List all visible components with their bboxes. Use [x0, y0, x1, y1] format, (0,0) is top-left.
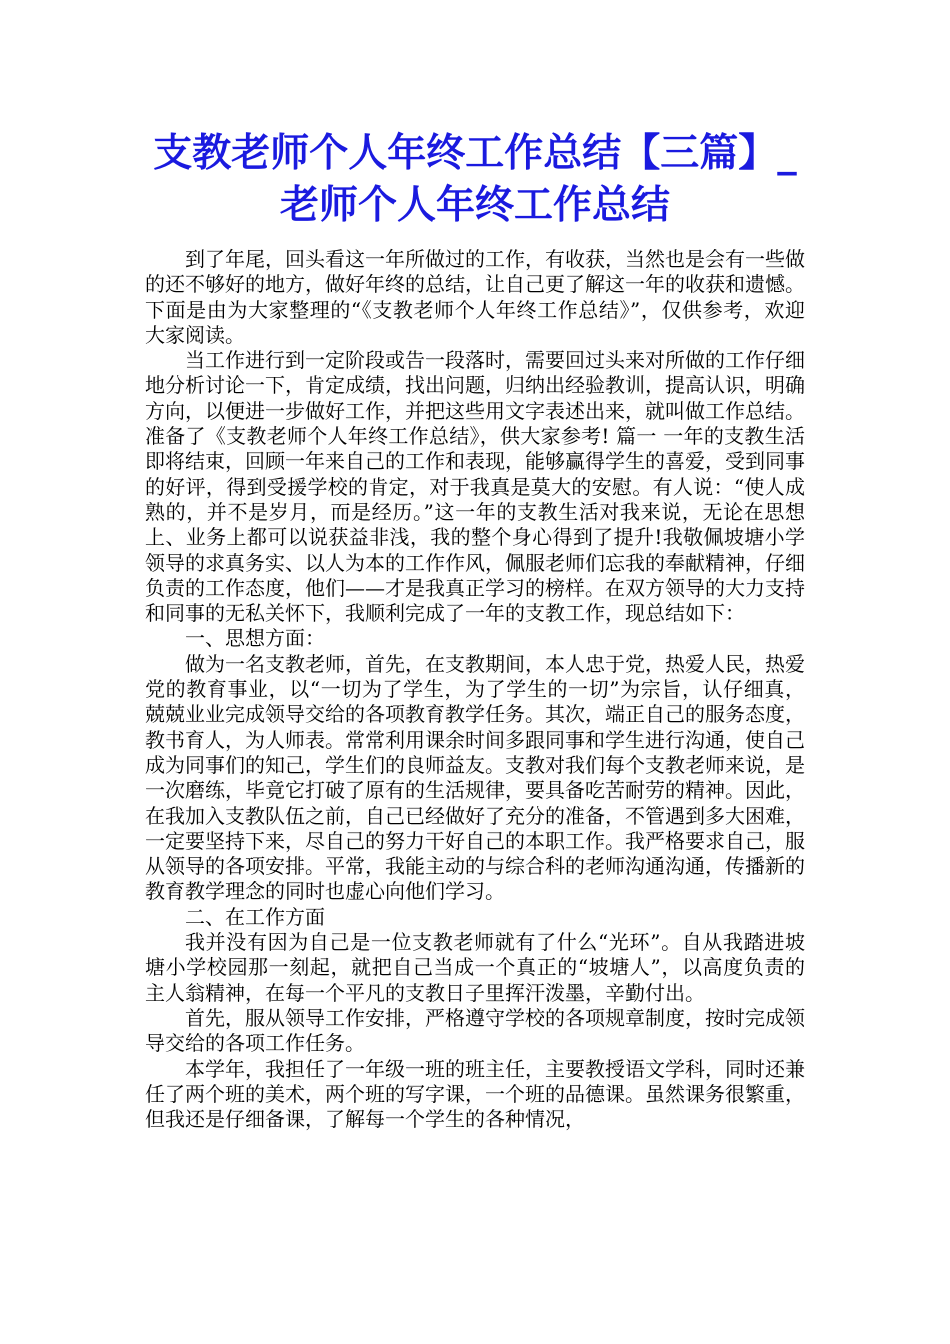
document-body	[145, 247, 805, 1327]
paragraph-work-3: 本学年，我担任了一年级一班的班主任，主要教授语文学科，同时还兼任了两个班的美术，两个班的写字课，一个班的品德课。虽然课务很繁重，但我还是仔细备课，了解每一个学生的各种情况，	[145, 1056, 805, 1132]
paragraph-thought: 做为一名支教老师，首先，在支教期间，本人忠于党，热爱人民，热爱党的教育事业，以“一切为了学生，为了学生的一切”为宗旨，认仔细真，兢兢业业完成领导交给的各项教育教学任务。其次，端正自己的服务态度，教书育人，为人师表。常常利用课余时间多跟同事和学生进行沟通，使自己成为同事们的知己，学生们的良师益友。支教对我们每个支教老师来说，是一次磨练，毕竟它打破了原有的生活规律，要具备吃苦耐劳的精神。因此，在我加入支教队伍之前，自己已经做好了充分的准备，不管遇到多大困难，一定要坚持下来，尽自己的努力干好自己的本职工作。我严格要求自己，服从领导的各项安排。平常，我能主动的与综合科的老师沟通沟通，传播新的教育教学理念的同时也虚心向他们学习。	[145, 651, 805, 904]
document-title: 支教老师个人年终工作总结【三篇】_老师个人年终工作总结	[153, 131, 797, 228]
paragraph-preface: 当工作进行到一定阶段或告一段落时，需要回过头来对所做的工作仔细地分析讨论一下，肯定成绩，找出问题，归纳出经验教训，提高认识，明确方向，以便进一步做好工作，并把这些用文字表述出来，就叫做工作总结。准备了《支教老师个人年终工作总结》，供大家参考! 篇一 一年的支教生活即将结束，回顾一年来自己的工作和表现，能够赢得学生的喜爱，受到同事的好评，得到受援学校的肯定，对于我真是莫大的安慰。有人说：“使人成熟的，并不是岁月，而是经历。”这一年的支教生活对我来说，无论在思想上、业务上都可以说获益非浅，我的整个身心得到了提升!我敬佩坡塘小学领导的求真务实、以人为本的工作作风，佩服老师们忘我的奉献精神，仔细负责的工作态度，他们——才是我真正学习的榜样。在双方领导的大力支持和同事的无私关怀下，我顺利完成了一年的支教工作，现总结如下：	[145, 348, 805, 626]
section-heading-work: 二、在工作方面	[185, 904, 325, 929]
paragraph-work-2: 首先，服从领导工作安排，严格遵守学校的各项规章制度，按时完成领导交给的各项工作任务。	[145, 1005, 805, 1056]
paragraph-intro: 到了年尾，回头看这一年所做过的工作，有收获，当然也是会有一些做的还不够好的地方，做好年终的总结，让自己更了解这一年的收获和遗憾。下面是由为大家整理的“《支教老师个人年终工作总结》”，仅供参考，欢迎大家阅读。	[145, 247, 805, 347]
paragraph-work-1: 我并没有因为自己是一位支教老师就有了什么“光环”。自从我踏进坡塘小学校园那一刻起，就把自己当成一个真正的“坡塘人”，以高度负责的主人翁精神，在每一个平凡的支教日子里挥汗泼墨，辛勤付出。	[145, 930, 805, 1005]
section-heading-thought: 一、思想方面：	[185, 626, 325, 651]
